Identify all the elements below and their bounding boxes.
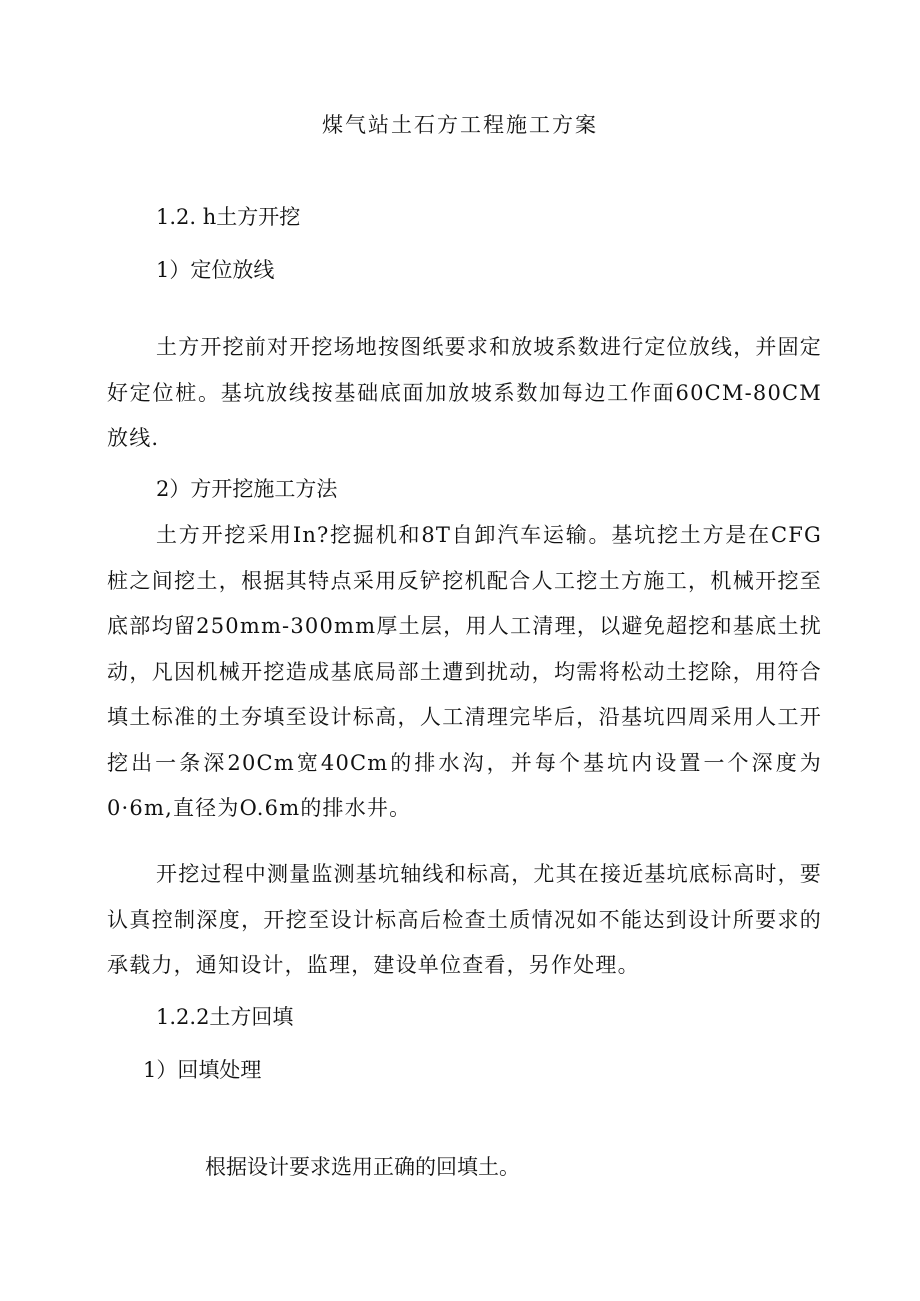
paragraph-backfill-soil: 根据设计要求选用正确的回填土。	[205, 1155, 520, 1179]
paragraph-excavation-method: 土方开挖采用In?挖掘机和8T自卸汽车运输。基坑挖土方是在CFG桩之间挖土，根据其特点采用反铲挖机配合人工挖土方施工，机械开挖至底部均留250mm-300mm厚土层，用人工清理，以避免超挖和基底土扰动，凡因机械开挖造成基底局部土遭到扰动，均需将松动土挖除，用符合填土标准的土夯填至设计标高，人工清理完毕后，沿基坑四周采用人工开挖出一条深20Cm宽40Cm的排水沟，并每个基坑内设置一个深度为0·6m,直径为O.6m的排水井。	[107, 523, 822, 820]
document-title: 煤气站土石方工程施工方案	[322, 113, 598, 137]
paragraph-excavation-monitoring: 开挖过程中测量监测基坑轴线和标高，尤其在接近基坑底标高时，要认真控制深度，开挖至设计标高后检查土质情况如不能达到设计所要求的承载力，通知设计，监理，建设单位查看，另作处理。	[107, 862, 822, 977]
subheading-excavation-method: 2）方开挖施工方法	[156, 477, 338, 501]
section-heading-earth-excavation: 1.2. h土方开挖	[156, 205, 301, 229]
subheading-backfill-treatment: 1）回填处理	[143, 1058, 262, 1082]
section-heading-backfill: 1.2.2土方回填	[156, 1005, 294, 1029]
paragraph-positioning: 土方开挖前对开挖场地按图纸要求和放坡系数进行定位放线，并固定好定位桩。基坑放线按基础底面加放坡系数加每边工作面60CM-80CM放线.	[107, 335, 822, 450]
subheading-positioning-layout: 1）定位放线	[156, 258, 275, 282]
